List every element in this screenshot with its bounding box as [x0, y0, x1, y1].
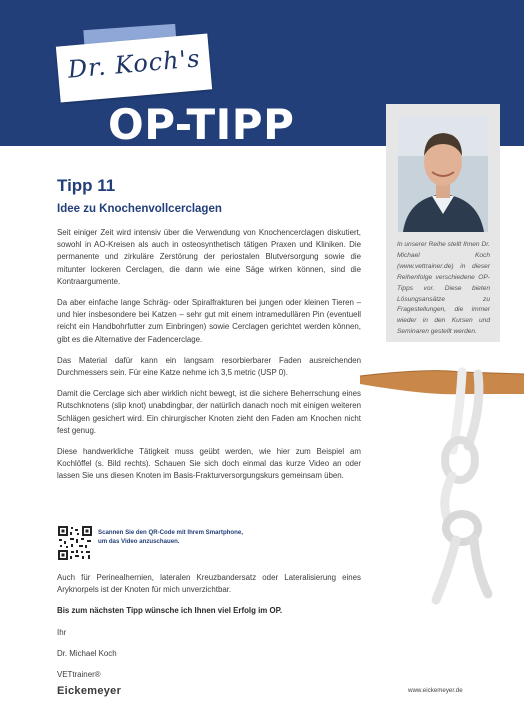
qr-instructions: [98, 528, 243, 546]
website-link[interactable]: www.eickemeyer.de: [408, 687, 463, 694]
qr-text-line: Scannen Sie den QR-Code mit Ihrem Smartphone,: [98, 529, 243, 536]
author-sidebar: [386, 104, 500, 342]
page-title: OP-TIPP: [108, 100, 295, 149]
article-body: [57, 227, 361, 492]
knot-on-spoon-image: [360, 350, 524, 625]
paragraph: Das Material dafür kann ein langsam resorbierbarer Faden ausreichenden Durchmessers sein. Für eine Katze nehme ich 3,5 metric (USP 0).: [57, 355, 361, 378]
tip-subtitle: Idee zu Knochenvollcerclagen: [57, 203, 222, 215]
closing-paragraph: Auch für Perinealhernien, lateralen Kreuzbandersatz oder Lateralisierung eines Aryknorpels ist der Knoten für mich unverzichtbar.: [57, 573, 361, 595]
author-caption: In unserer Reihe stellt Ihnen Dr. Michael Koch (www.vettrainer.de) in dieser Reihenfolge verschiedene OP-Tipps vor. Diese bieten Lösungsansätze zu Fragestellungen, die immer wieder in den Kursen und Seminaren gestellt werden.: [397, 241, 490, 336]
paragraph: Seit einiger Zeit wird intensiv über die Verwendung von Knochencerclagen diskutiert, sowohl in AO-Kreisen als auch in osteosynthetisch tätigen Praxen und Kliniken. Die permanente und zirkuläre Zerstörung der periostalen Blutversorgung sowie die mitunter lockeren Cerclagen, die dann wie eine Säge wirken können, sind die Kontraargumente.: [57, 228, 361, 286]
qr-text-line: um das Video anzuschauen.: [98, 538, 180, 545]
paragraph: Damit die Cerclage sich aber wirklich nicht bewegt, ist die sichere Beherrschung eines Rutschknotens (slip knot) unabdingbar, der natürlich danach noch mit einigen weiteren Schlägen gesichert wird. Ein chirurgischer Knoten zieht den Faden am Knochen nicht fest genug.: [57, 389, 361, 435]
paragraph: Diese handwerkliche Tätigkeit muss geübt werden, wie hier zum Beispiel am Kochlöffel (s. Bild rechts). Schauen Sie sich doch einmal das kurze Video an oder lassen Sie uns diesen Knoten im Basis-Frakturversorgungskurs gemeinsam üben.: [57, 447, 361, 481]
article-closing: [57, 572, 361, 690]
tip-number: Tipp 11: [57, 176, 116, 195]
signature-line: Ihr: [57, 627, 67, 637]
closing-wish: Bis zum nächsten Tipp wünsche ich Ihnen viel Erfolg im OP.: [57, 606, 283, 616]
signature-name: Dr. Michael Koch: [57, 648, 117, 658]
brand-logo: Eickemeyer: [57, 685, 122, 697]
signature-text: Dr. Koch's: [66, 44, 202, 84]
qr-code-icon[interactable]: [57, 525, 93, 561]
paragraph: Da aber einfache lange Schräg- oder Spiralfrakturen bei jungen oder kleinen Tieren – und hier insbesondere bei Katzen – sehr gut mit einem intramedullären Pin (eventuell reicht ein Handbohrfutter zum Einbringen) sowie Cerclagen gerichtet werden können, gibt es die Alternative der Fadencerclage.: [57, 298, 361, 344]
author-photo: [398, 116, 488, 232]
qr-section: [57, 525, 357, 563]
signature-brand: VETtrainer®: [57, 670, 101, 680]
